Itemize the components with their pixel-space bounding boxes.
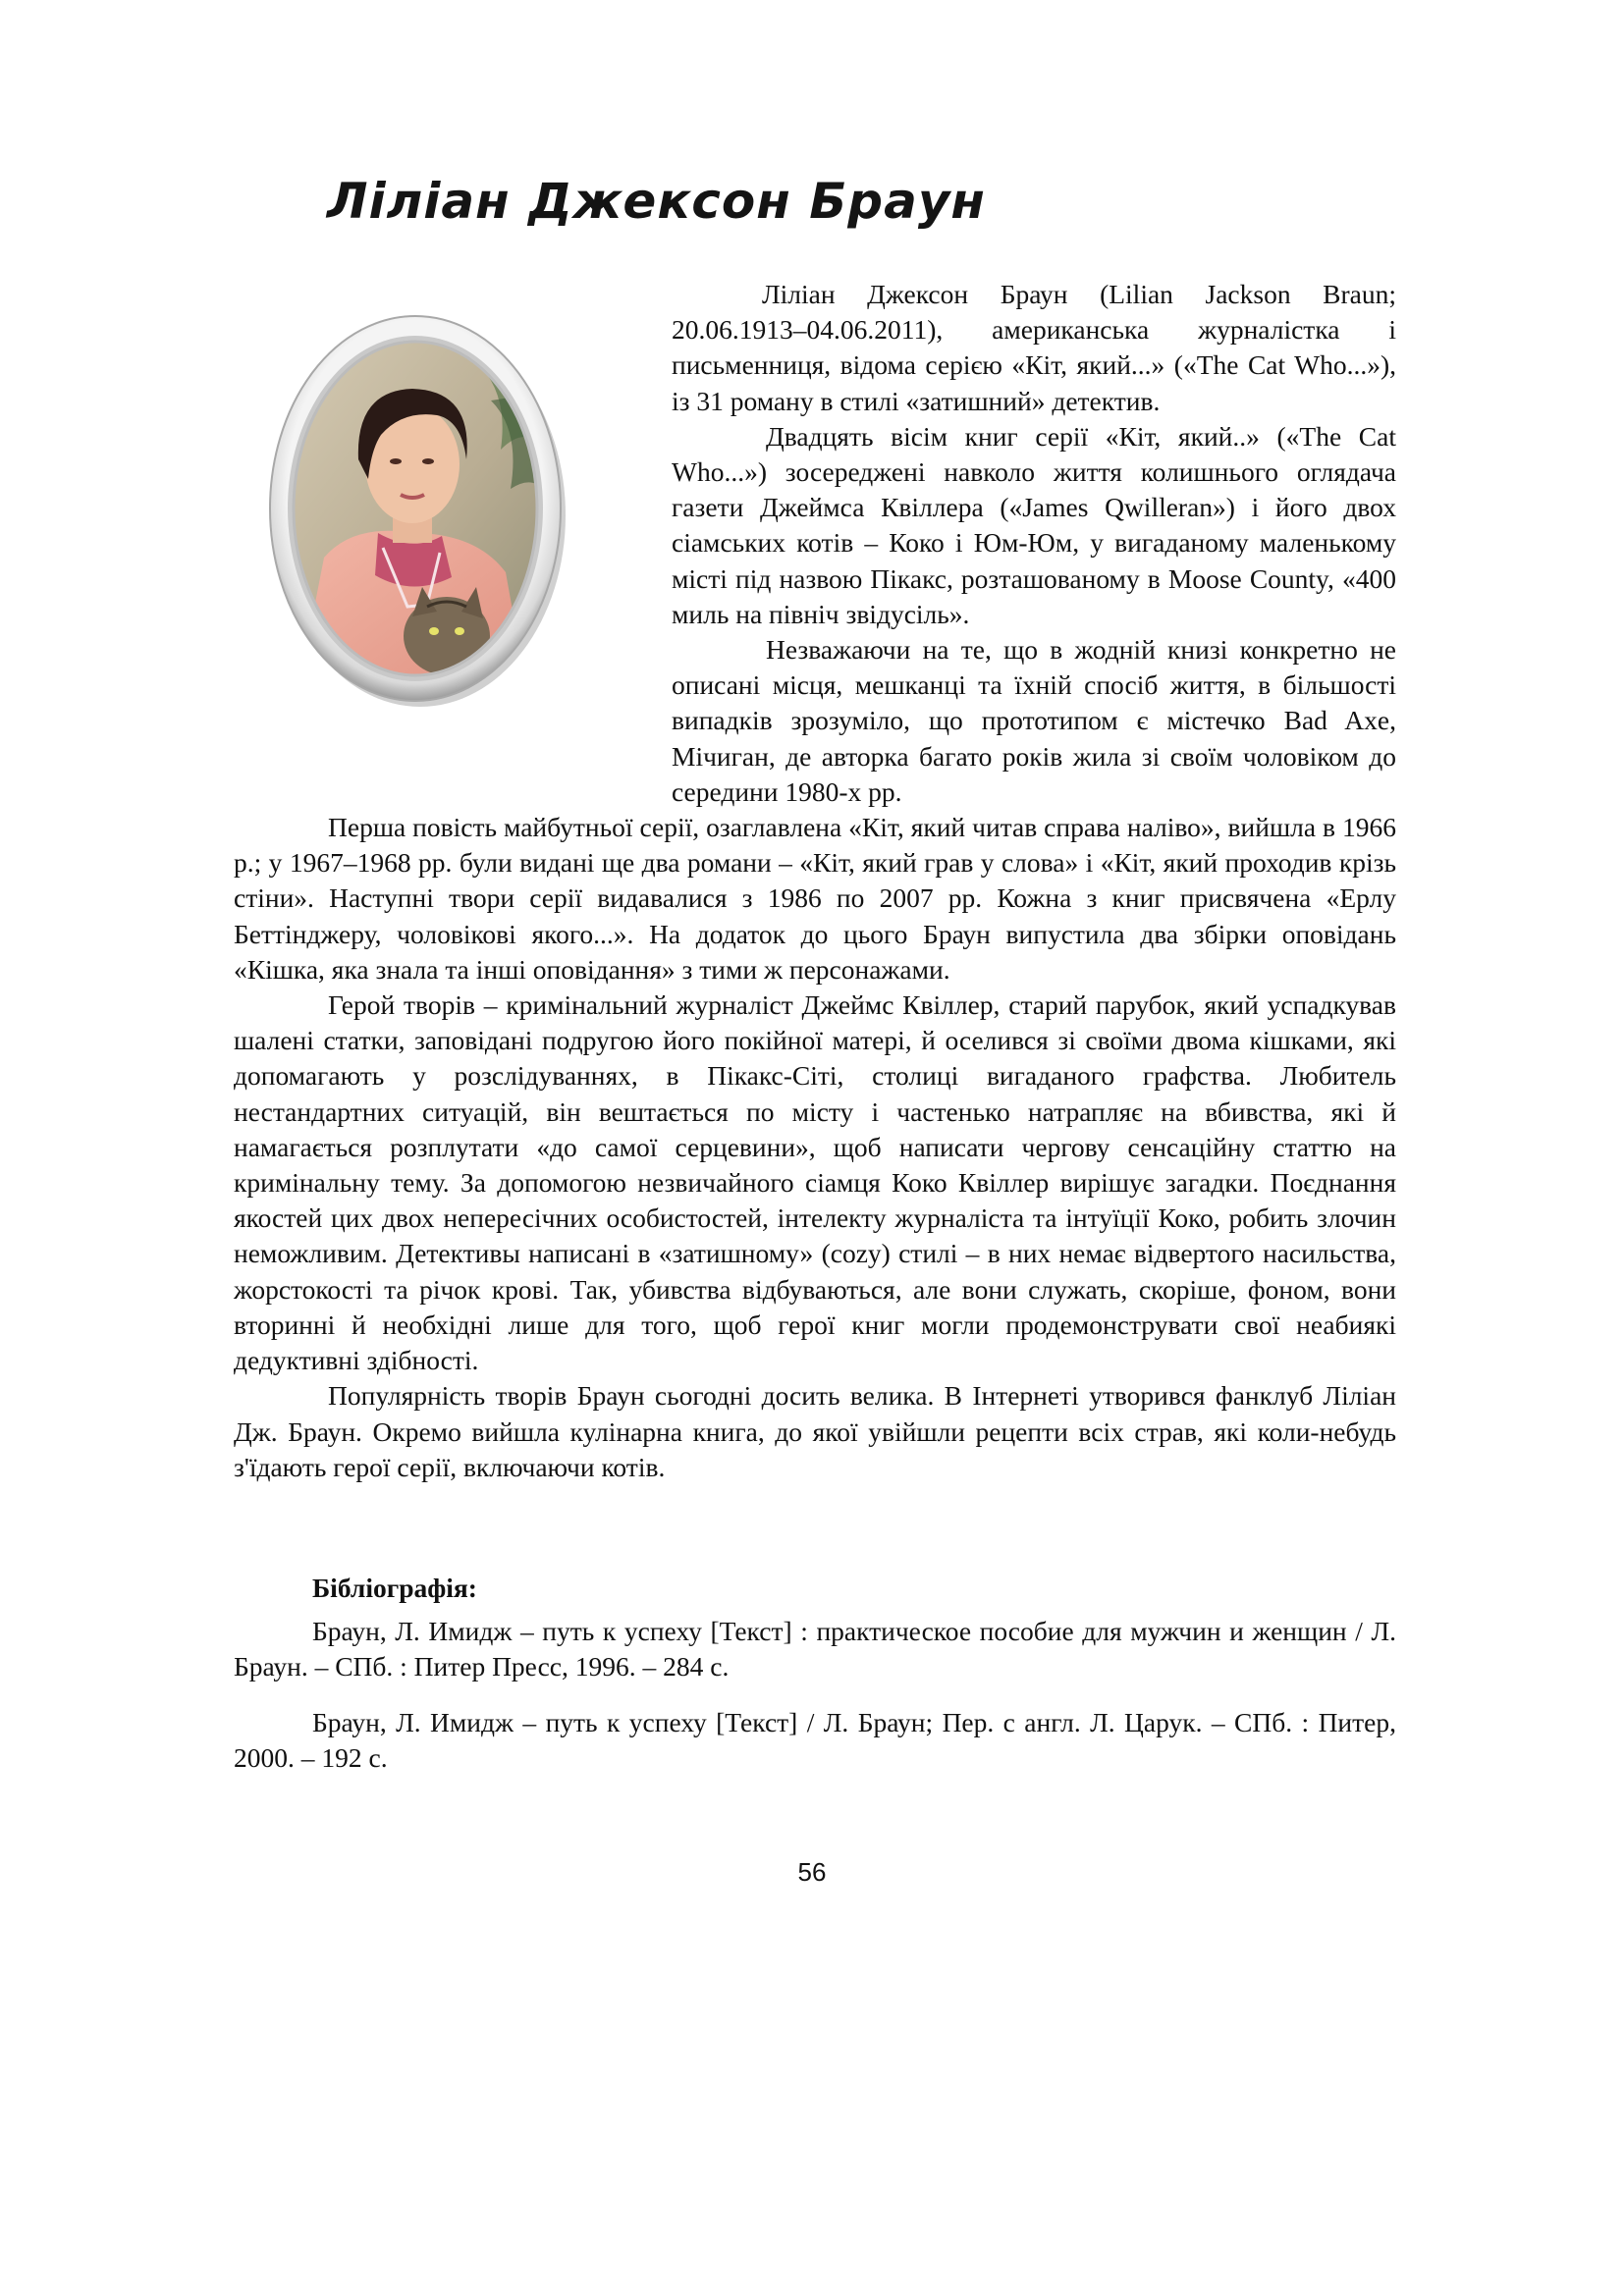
page-title: Ліліан Джексон Браун <box>327 173 986 230</box>
bibliography-heading: Бібліографія: <box>312 1573 477 1603</box>
article-paragraph: Ліліан Джексон Браун (Lilian Jackson Braun; 20.06.1913–04.06.2011), американська журналістка і письменниця, відома серією «Кіт, який...» («The Cat Who...»), із 31 роману в стилі «затишний» детектив. <box>672 279 1396 416</box>
page-number: 56 <box>797 1857 827 1887</box>
article-paragraph: Двадцять вісім книг серії «Кіт, який..» («The Cat Who...») зосереджені навколо життя колишнього оглядача газети Джеймса Квіллера («James Qwilleran») і його двох сіамських котів – Коко і Юм-Юм, у вигаданому маленькому місті під назвою Пікакс, розташованому в Moose County, «400 миль на північ звідусіль». <box>672 420 1396 629</box>
article-paragraph: Популярність творів Браун сьогодні досить велика. В Інтернеті утворився фанклуб Ліліан Дж. Браун. Окремо вийшла кулінарна книга, до якої увійшли рецепти всіх страв, які коли-небудь з'їдають герої серії, включаючи котів. <box>234 1380 1396 1482</box>
article-paragraph: Незважаючи на те, що в жодній книзі конкретно не описані місця, мешканці та їхній спосіб життя, в більшості випадків зрозуміло, що прототипом є містечко Bad Axe, Мічиган, де авторка багато років жила зі своїм чоловіком до середини 1980-х рр. <box>672 634 1396 807</box>
article-body <box>234 277 1396 1485</box>
article-paragraph: Перша повість майбутньої серії, озаглавлена «Кіт, який читав справа наліво», вийшла в 1966 р.; у 1967–1968 рр. були видані ще два романи – «Кіт, який грав у слова» і «Кіт, який проходив крізь стіни». Наступні твори серії видавалися з 1986 по 2007 рр. Кожна з книг присвячена «Ерлу Беттінджеру, чоловікові якого...». На додаток до цього Браун випустила два збірки оповідань «Кішка, яка знала та інші оповідання» з тими ж персонажами. <box>234 812 1396 985</box>
portrait-spacer <box>234 277 672 805</box>
article-paragraph: Герой творів – кримінальний журналіст Джеймс Квіллер, старий парубок, який успадкував шалені статки, заповідані подругою його покійної матері, й оселився зі своїми двома кішками, які допомагають у розслідуваннях, в Пікакс-Сіті, столиці вигаданого графства. Любитель нестандартних ситуацій, він вештається по місту і частенько натрапляє на вбивства, які й намагається розплутати «до самої серцевини», щоб написати чергову сенсаційну статтю на кримінальну тему. За допомогою незвичайного сіамця Коко Квіллер вирішує загадки. Поєднання якостей цих двох непересічних особистостей, інтелекту журналіста та інтуїції Коко, робить злочин неможливим. Детективы написані в «затишному» (cozy) стилі – в них немає відвертого насильства, жорстокості та річок крові. Так, убивства відбуваються, але вони служать, скоріше, фоном, вони вторинні й необхідні лише для того, щоб герої книг могли продемонструвати свої неабиякі дедуктивні здібності. <box>234 989 1396 1376</box>
bibliography-entry: Браун, Л. Имидж – путь к успеху [Текст] / Л. Браун; Пер. с англ. Л. Царук. – СПб. : Питер, 2000. – 192 с. <box>234 1706 1396 1773</box>
bibliography <box>234 1571 1396 1795</box>
bibliography-entry: Браун, Л. Имидж – путь к успеху [Текст] : практическое пособие для мужчин и женщин / Л. Браун. – СПб. : Питер Пресс, 1996. – 284 с. <box>234 1616 1396 1682</box>
